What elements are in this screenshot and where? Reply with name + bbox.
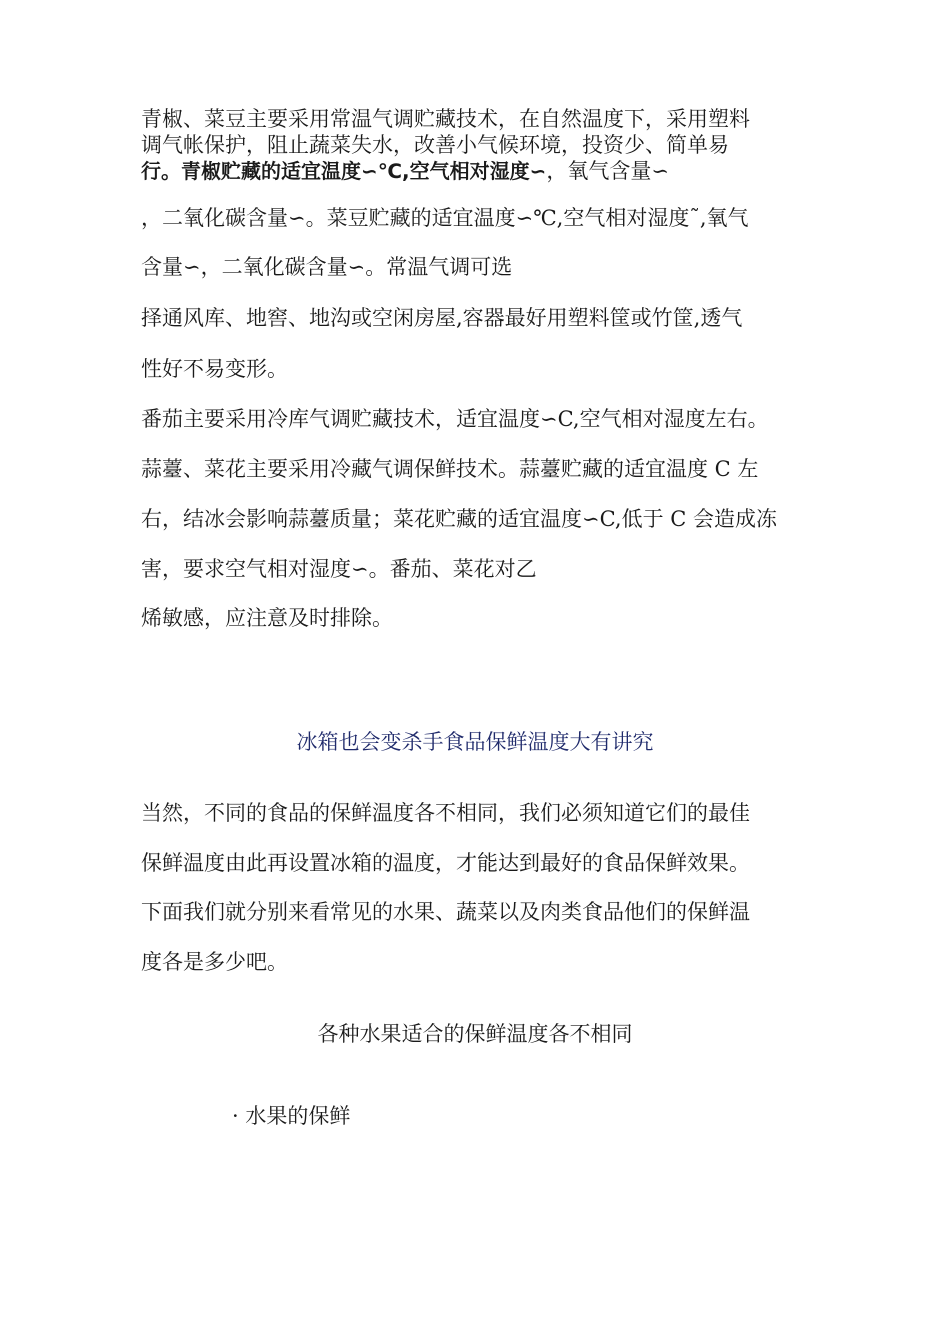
bullet-item: · 水果的保鲜 xyxy=(232,1104,351,1128)
line-2: 调气帐保护，阻止蔬菜失水，改善小气候环境，投资少、简单易 xyxy=(141,133,729,157)
subtitle: 各种水果适合的保鲜温度各不相同 xyxy=(317,1022,633,1046)
line-10: 右，结冰会影响蒜薹质量；菜花贮藏的适宜温度∽C,低于 C 会造成冻 xyxy=(141,507,778,531)
line-6: 择通风库、地窖、地沟或空闲房屋,容器最好用塑料筐或竹筐,透气 xyxy=(141,306,743,330)
line-1: 青椒、菜豆主要采用常温气调贮藏技术，在自然温度下，采用塑料 xyxy=(141,107,750,131)
line-3-rest: ，氧气含量∽ xyxy=(546,159,669,183)
para2-line-3: 下面我们就分别来看常见的水果、蔬菜以及肉类食品他们的保鲜温 xyxy=(141,900,750,924)
line-4: ，二氧化碳含量∽。菜豆贮藏的适宜温度∽℃,空气相对湿度˜,氧气 xyxy=(141,206,749,230)
para2-line-2: 保鲜温度由此再设置冰箱的温度，才能达到最好的食品保鲜效果。 xyxy=(141,851,750,875)
section-title: 冰箱也会变杀手食品保鲜温度大有讲究 xyxy=(296,730,654,754)
line-7: 性好不易变形。 xyxy=(141,357,288,381)
line-8: 番茄主要采用冷库气调贮藏技术，适宜温度∽C,空气相对湿度左右。 xyxy=(141,407,769,431)
line-12: 烯敏感，应注意及时排除。 xyxy=(141,606,393,630)
line-3 xyxy=(141,157,669,185)
para2-line-4: 度各是多少吧。 xyxy=(141,950,288,974)
line-11: 害，要求空气相对湿度∽。番茄、菜花对乙 xyxy=(141,557,537,581)
line-9: 蒜薹、菜花主要采用冷藏气调保鲜技术。蒜薹贮藏的适宜温度 C 左 xyxy=(141,457,759,481)
line-5: 含量∽，二氧化碳含量∽。常温气调可选 xyxy=(141,255,513,279)
para2-line-1: 当然，不同的食品的保鲜温度各不相同，我们必须知道它们的最佳 xyxy=(141,801,750,825)
line-3-bold: 行。青椒贮藏的适宜温度∽℃,空气相对湿度∽ xyxy=(141,159,547,183)
